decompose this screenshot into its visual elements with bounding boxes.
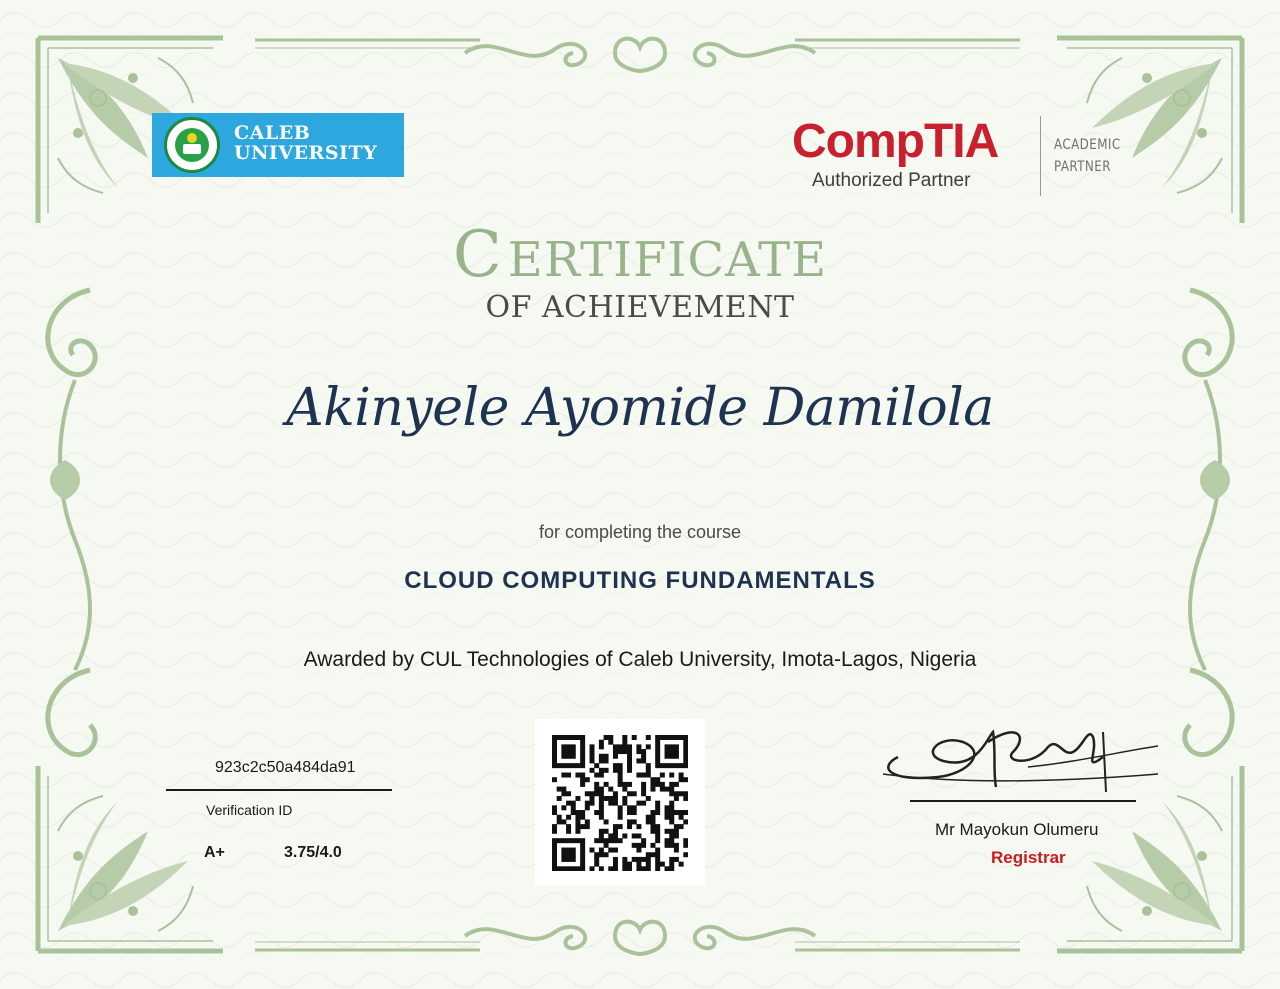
- comptia-divider: [1040, 116, 1041, 196]
- signature-line: [910, 800, 1136, 802]
- verification-underline: [166, 789, 392, 791]
- signatory-name: Mr Mayokun Olumeru: [935, 820, 1099, 839]
- qr-code[interactable]: [535, 719, 705, 885]
- verification-id-value: 923c2c50a484da91: [215, 759, 356, 776]
- for-course-text: for completing the course: [538, 522, 742, 542]
- academic-line2: PARTNER: [1054, 159, 1111, 175]
- comptia-logo: [792, 114, 1122, 200]
- comptia-brand: CompTIA: [792, 115, 999, 168]
- title-rest: ERTIFICATE: [507, 232, 828, 288]
- caleb-university-logo: [152, 113, 404, 177]
- grade-value: A+: [204, 844, 225, 861]
- academic-line1: ACADEMIC: [1054, 137, 1121, 153]
- qr-code-icon: [552, 735, 688, 871]
- recipient-name: Akinyele Ayomide Damilola: [286, 378, 994, 438]
- awarded-by-text: Awarded by CUL Technologies of Caleb University, Imota-Lagos, Nigeria: [303, 648, 977, 671]
- signatory-role: Registrar: [991, 848, 1066, 867]
- caleb-crest-icon: [164, 117, 220, 173]
- comptia-tagline: Authorized Partner: [812, 170, 971, 191]
- gpa-value: 3.75/4.0: [284, 844, 342, 861]
- title-initial: C: [452, 218, 502, 292]
- verification-id-label: Verification ID: [206, 802, 293, 818]
- caleb-logo-line1: CALEB: [234, 122, 311, 144]
- course-name: CLOUD COMPUTING FUNDAMENTALS: [404, 567, 876, 594]
- caleb-logo-text: [234, 123, 377, 163]
- caleb-logo-line2: UNIVERSITY: [234, 142, 378, 164]
- certificate-title: [0, 218, 1280, 292]
- comptia-academic-partner: [1054, 134, 1121, 178]
- certificate-subtitle: OF ACHIEVEMENT: [485, 290, 795, 325]
- signature-icon: [878, 712, 1168, 802]
